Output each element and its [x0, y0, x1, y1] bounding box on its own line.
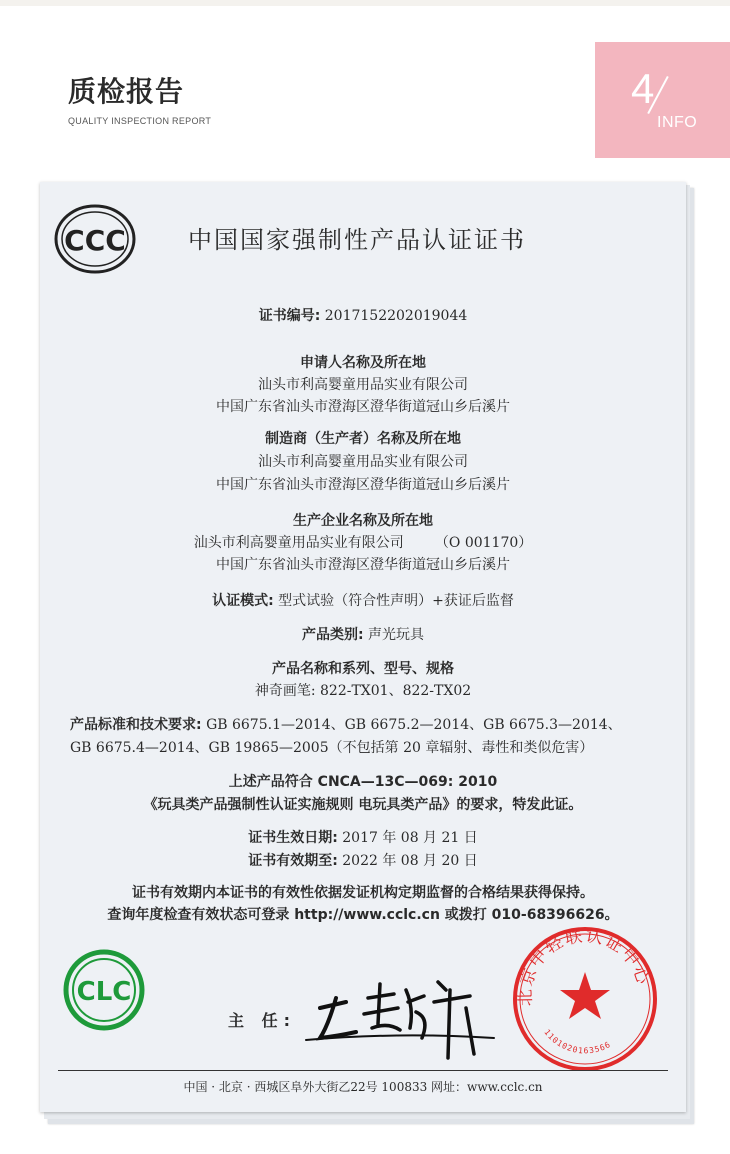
badge-label: INFO [657, 114, 698, 131]
top-strip [0, 0, 730, 6]
validity-note-line-1: 证书有效期内本证书的有效性依据发证机构定期监督的合格结果获得保持。 [132, 885, 594, 901]
page-title: 质检报告 [68, 75, 185, 108]
certification-mode-label: 认证模式: [212, 593, 274, 609]
svg-text:CCC: CCC [64, 224, 126, 257]
certificate-number-row [40, 305, 686, 325]
section-badge [595, 42, 730, 158]
signer-label: 主 任: [228, 1011, 296, 1030]
certificate-number-label: 证书编号: [258, 308, 321, 324]
standard-line-2: GB 6675.4—2014、GB 19865—2005（不包括第 20 章辐射、毒性和类似危害） [70, 740, 594, 756]
issue-date: 2017 年 08 月 21 日 [342, 830, 478, 846]
certificate-title: 中国国家强制性产品认证证书 [188, 226, 526, 254]
standard-row-1 [70, 714, 622, 734]
factory-name: 汕头市利高婴童用品实业有限公司 [193, 535, 404, 551]
factory-code: （O 001170） [434, 535, 533, 551]
ccc-logo-icon [54, 198, 136, 280]
badge-number: 4 [631, 65, 655, 112]
applicant-address: 中国广东省汕头市澄海区澄华街道冠山乡后溪片 [216, 399, 510, 415]
standard-label: 产品标准和技术要求: [70, 717, 202, 733]
svg-text:北京中轻联认证中心: 北京中轻联认证中心 [515, 926, 654, 1007]
certificate [40, 182, 686, 1112]
issue-date-label: 证书生效日期: [248, 830, 338, 846]
issue-date-row [40, 827, 686, 847]
product-heading: 产品名称和系列、型号、规格 [272, 661, 454, 677]
signature-icon [298, 968, 498, 1068]
conformity-line-2: 《玩具类产品强制性认证实施规则 电玩具类产品》的要求，特发此证。 [143, 797, 583, 813]
factory-heading: 生产企业名称及所在地 [293, 513, 433, 529]
product-category: 声光玩具 [368, 627, 425, 643]
certification-mode-row [40, 590, 686, 610]
product-models: 神奇画笔: 822-TX01、822-TX02 [254, 683, 472, 699]
footer-rule [58, 1070, 668, 1071]
expiry-date: 2022 年 08 月 20 日 [342, 853, 478, 869]
clc-logo-icon [62, 948, 146, 1032]
manufacturer-address: 中国广东省汕头市澄海区澄华街道冠山乡后溪片 [216, 477, 510, 493]
applicant-name: 汕头市利高婴童用品实业有限公司 [258, 377, 468, 393]
expiry-date-row [40, 850, 686, 870]
certificate-footer: 中国 · 北京 · 西城区阜外大街乙22号 100833 网址：www.cclc.cn [183, 1080, 543, 1094]
manufacturer-heading: 制造商（生产者）名称及所在地 [265, 431, 461, 447]
svg-text:1101020163566: 1101020163566 [542, 1027, 613, 1056]
applicant-heading: 申请人名称及所在地 [300, 355, 426, 371]
expiry-date-label: 证书有效期至: [248, 853, 338, 869]
certification-mode: 型式试验（符合性声明）+获证后监督 [278, 593, 514, 609]
product-category-row [40, 624, 686, 644]
standard-line-1: GB 6675.1—2014、GB 6675.2—2014、GB 6675.3—2014、 [206, 717, 622, 733]
page-subtitle: QUALITY INSPECTION REPORT [68, 116, 212, 126]
conformity-line-1: 上述产品符合 CNCA—13C—069: 2010 [228, 774, 498, 790]
seal-stamp-icon [510, 924, 660, 1074]
factory-name-row [40, 532, 686, 552]
validity-note-line-2: 查询年度检查有效状态可登录 http://www.cclc.cn 或拨打 010-68396626。 [107, 907, 619, 923]
product-category-label: 产品类别: [301, 627, 364, 643]
factory-address: 中国广东省汕头市澄海区澄华街道冠山乡后溪片 [216, 557, 510, 573]
manufacturer-name: 汕头市利高婴童用品实业有限公司 [258, 454, 468, 470]
certificate-number: 2017152202019044 [324, 308, 468, 324]
svg-text:CLC: CLC [76, 977, 132, 1007]
